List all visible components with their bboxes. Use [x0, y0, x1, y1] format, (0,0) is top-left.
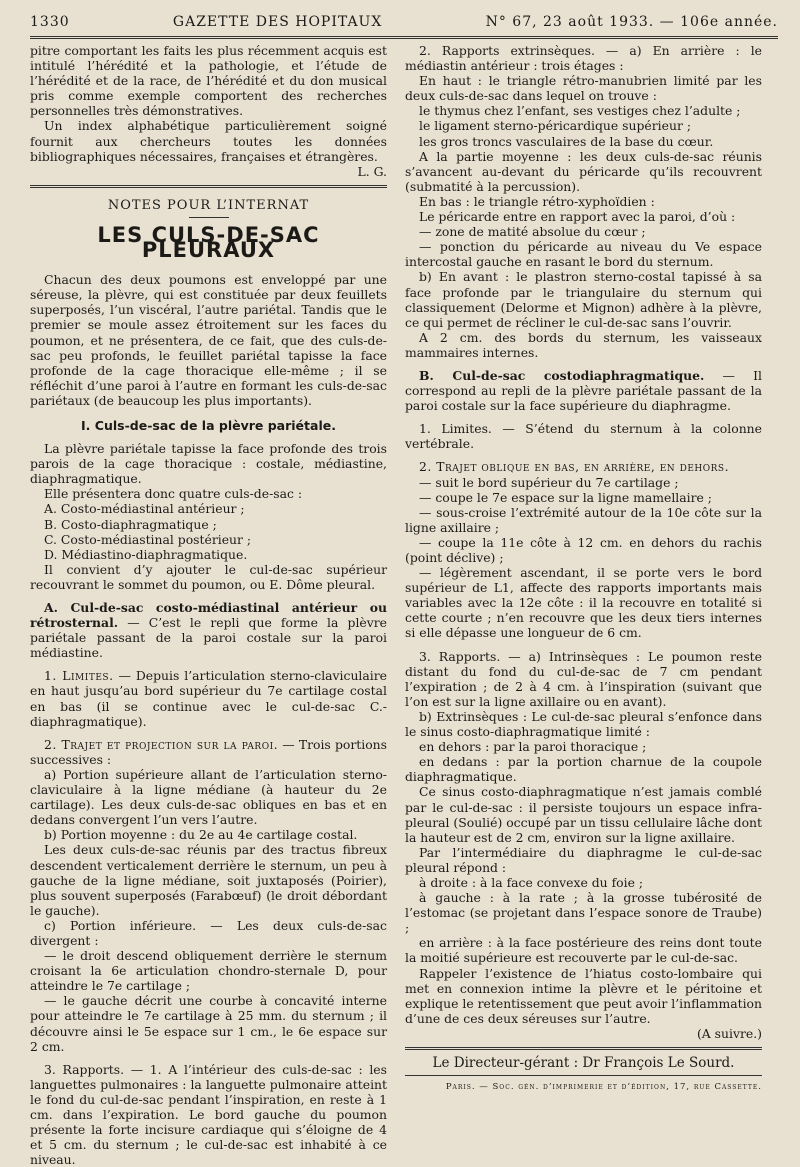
rc-paragraph: Le péricarde entre en rapport avec la paroi, d’où : [419, 209, 736, 225]
opening-paragraph: Chacun des deux poumons est enveloppé par une séreuse, la plèvre, qui est constituée par deux feuillets superposés, l’un viscéral, l’autre pariétal. Tandis que le premier se moule assez étroitement sur les faces du poumon, et ne présentera, de ce fait, que des culs-de-sac peu profonds, le feuillet pariétal tapisse la face profonde de la cage thoracique elle-même ; il se réfléchit d’une paroi à l’autre en formant les culs-de-sac pariétaux (de beaucoup les plus importants). [30, 272, 387, 408]
left-column [30, 43, 387, 1167]
subsection-b-def: — Il correspond au repli de la plèvre pariétale passant de la paroi costale sur la face supérieure du diaphragme. [405, 367, 762, 414]
b-extr-item: en dedans : par la portion charnue de la coupole diaphragmatique. [405, 754, 762, 785]
subsection-a [30, 600, 387, 660]
b-trajet: 2. Trajet oblique en bas, en arrière, en dehors. [419, 459, 730, 475]
limits-label: 1. Limites. [44, 668, 114, 684]
droit-text: — le droit descend obliquement derrière le sternum croisant la 6e articulation chondro-sternale D, pour atteindre le 7e cartilage ; [30, 948, 387, 994]
rc-paragraph: En bas : le triangle rétro-xyphoïdien : [419, 193, 655, 209]
subsection-a-heading: A. Cul-de-sac costo-médiastinal antérieur ou rétrosternal. [30, 600, 387, 631]
page-header [30, 14, 778, 30]
director-line: Le Directeur-gérant : Dr François Le Sourd. [432, 1055, 735, 1071]
intro-paragraph-2: Un index alphabétique particulièrement soigné fournit aux chercheurs toutes les données bibliographiques nécessaires, françaises et étrangères. [30, 118, 387, 164]
right-column [405, 43, 762, 1167]
subsection-b [405, 368, 762, 413]
subsection-b-heading: B. Cul-de-sac costodiaphragmatique. [419, 367, 705, 383]
b-trajet-item: — sous-croise l’extrémité autour de la 10e côte sur la ligne axillaire ; [405, 504, 762, 535]
list-intro: Elle présentera donc quatre culs-de-sac : [44, 486, 303, 502]
trajet-label: 2. Trajet et projection sur la paroi. [44, 736, 279, 752]
b-inter-item: à droite : à la face convexe du foie ; [419, 874, 644, 890]
rc-paragraph: le ligament sterno-péricardique supérieur ; [419, 118, 691, 134]
issue-info: N° 67, 23 août 1933. — 106e année. [485, 14, 778, 30]
portion-a: a) Portion supérieure allant de l’articulation sterno-claviculaire à la ligne médiane (à hauteur du 2e cartilage). Les deux culs-de-sac obliques en bas et en dedans convergent l’un vers l’autre. [30, 766, 387, 828]
portion-c: c) Portion inférieure. — Les deux culs-de-sac divergent : [30, 917, 387, 948]
rc-paragraph: le thymus chez l’enfant, ses vestiges chez l’adulte ; [419, 103, 741, 119]
b-hiatus: Rappeler l’existence de l’hiatus costo-lombaire qui met en connexion intime la plèvre et le péritoine et explique le retentissement que peut avoir l’inflammation d’une de ces deux séreuses sur l’autre. [405, 965, 762, 1026]
b-trajet-item: — suit le bord supérieur du 7e cartilage ; [419, 474, 679, 490]
rc-paragraph: A 2 cm. des bords du sternum, les vaisseaux mammaires internes. [405, 329, 762, 360]
rc-paragraph: 2. Rapports extrinsèques. — a) En arrière : le médiastin antérieur : trois étages : [405, 43, 762, 74]
list-item: A. Costo-médiastinal antérieur ; [44, 501, 245, 517]
portion-b-title: b) Portion moyenne : du 2e au 4e cartilage costal. [44, 827, 358, 843]
a-suivre: (A suivre.) [696, 1025, 762, 1041]
b-trajet-item: — coupe la 11e côte à 12 cm. en dehors du rachis (point déclive) ; [405, 534, 762, 565]
footer-thin-rule [405, 1075, 762, 1076]
b-trajet-item: — coupe le 7e espace sur la ligne mamellaire ; [419, 489, 712, 505]
b-extr-item: en dehors : par la paroi thoracique ; [419, 739, 647, 755]
b-trajet-item: — légèrement ascendant, il se porte vers le bord supérieur de L1, affecte des rapports importants mais variables avec la 12e côte : il la recouvre en totalité si cette courte ; n’en recouvre que les deux tiers internes si elle dépasse une longueur de 6 cm. [405, 565, 762, 641]
gauche-text: — le gauche décrit une courbe à concavité interne pour atteindre le 7e cartilage à 25 mm. du sternum ; il découvre ainsi le 5e espace sur 1 cm., le 6e espace sur 2 cm. [30, 993, 387, 1054]
limits-paragraph [30, 668, 387, 728]
printer-line: Paris. — Soc. gén. d’imprimerie et d’édition, 17, rue Cassette. [445, 1082, 762, 1093]
rc-paragraph: A la partie moyenne : les deux culs-de-sac réunis s’avancent au-devant du péricarde qu’ils recouvrent (submatité à la percussion). [405, 148, 762, 194]
section-label: NOTES POUR L’INTERNAT [107, 197, 310, 213]
short-rule [189, 217, 229, 218]
section-divider [30, 185, 387, 188]
limits-text: — Depuis l’articulation sterno-claviculaire en haut jusqu’au bord supérieur du 7e cartilage costal en bas (il se continue avec le cul-de-sac C.-diaphragmatique). [30, 668, 387, 729]
rapports-text: 3. Rapports. — 1. A l’intérieur des culs-de-sac : les languettes pulmonaires : la languette pulmonaire atteint le fond du cul-de-sac pendant l’inspiration, en reste à 1 cm. dans l’expiration. Le bord gauche du poumon présente la forte incisure cardiaque qui s’éloigne de 4 et 5 cm. du sternum ; le cul-de-sac est inhabité à ce niveau. [30, 1061, 387, 1167]
rc-paragraph: — zone de matité absolue du cœur ; [419, 224, 646, 240]
b-inter-item: à gauche : à la rate ; à la grosse tubérosité de l’estomac (se projetant dans l’espace sonore de Traube) ; [405, 890, 762, 936]
intro-signature: L. G. [357, 163, 387, 179]
list-item: C. Costo-médiastinal postérieur ; [44, 531, 252, 547]
page-number: 1330 [30, 14, 70, 30]
journal-title: GAZETTE DES HOPITAUX [172, 14, 383, 30]
rc-paragraph: b) En avant : le plastron sterno-costal tapissé à sa face profonde par le triangulaire du sternum qui classiquement (Delorme et Mignon) adhère à la plèvre, ce qui permet de récliner le cul-de-sac sans l’ouvrir. [405, 269, 762, 330]
b-sinus: Ce sinus costo-diaphragmatique n’est jamais comblé par le cul-de-sac : il persiste toujours un espace infra-pleural (Soulié) occupé par un tissu cellulaire lâche dont la hauteur est de 2 cm, environ sur la ligne axillaire. [405, 784, 762, 845]
list-outro: Il convient d’y ajouter le cul-de-sac supérieur recouvrant le sommet du poumon, ou E. Dôme pleural. [30, 561, 387, 592]
list-item: B. Costo-diaphragmatique ; [44, 516, 217, 532]
b-inter-item: en arrière : à la face postérieure des reins dont toute la moitié supérieure est recouverte par le cul-de-sac. [405, 935, 762, 966]
part-intro: La plèvre pariétale tapisse la face profonde des trois parois de la cage thoracique : costale, médiastine, diaphragmatique. [30, 441, 387, 487]
b-intermediaire: Par l’intermédiaire du diaphragme le cul-de-sac pleural répond : [405, 844, 762, 875]
portion-b-body: Les deux culs-de-sac réunis par des tractus fibreux descendent verticalement derrière le sternum, un peu à gauche de la ligne médiane, soit juxtaposés (Poirier), plus souvent superposés (Farabœuf) (le droit débordant le gauche). [30, 842, 387, 918]
intro-paragraph-1: pitre comportant les faits les plus récemment acquis est intitulé l’hérédité et la pathologie, et l’étude de l’hérédité et de la race, de l’hérédité et du don musical pris comme exemple comportent des recherches personnelles très démonstratives. [30, 43, 387, 119]
rc-paragraph: En haut : le triangle rétro-manubrien limité par les deux culs-de-sac dans lequel on trouve : [405, 73, 762, 104]
b-extrinseques: b) Extrinsèques : Le cul-de-sac pleural s’enfonce dans le sinus costo-diaphragmatique limité : [405, 708, 762, 740]
part-heading: I. Culs-de-sac de la plèvre pariétale. [81, 417, 336, 433]
trajet-text: — Trois portions successives : [30, 736, 388, 767]
rc-paragraph: — ponction du péricarde au niveau du Ve espace intercostal gauche en rasant le bord du sternum. [405, 239, 762, 270]
header-rule [30, 36, 778, 39]
b-rapports: 3. Rapports. — a) Intrinsèques : Le poumon reste distant du fond du cul-de-sac de 7 cm pendant l’expiration ; de 2 à 4 cm. à l’inspiration (suivant que l’on est sur la ligne axillaire ou en avant). [405, 648, 762, 709]
footer-rule [405, 1047, 762, 1050]
trajet-paragraph [30, 737, 387, 767]
subsection-a-def: — C’est le repli que forme la plèvre pariétale passant de la paroi costale sur la paroi médiastine. [30, 615, 387, 661]
columns [30, 43, 778, 1167]
list-item: D. Médiastino-diaphragmatique. [44, 546, 248, 562]
rc-paragraph: les gros troncs vasculaires de la base du cœur. [419, 133, 714, 149]
b-limites: 1. Limites. — S’étend du sternum à la colonne vertébrale. [405, 421, 762, 452]
article-title: LES CULS-DE-SAC PLEURAUX [97, 222, 320, 263]
